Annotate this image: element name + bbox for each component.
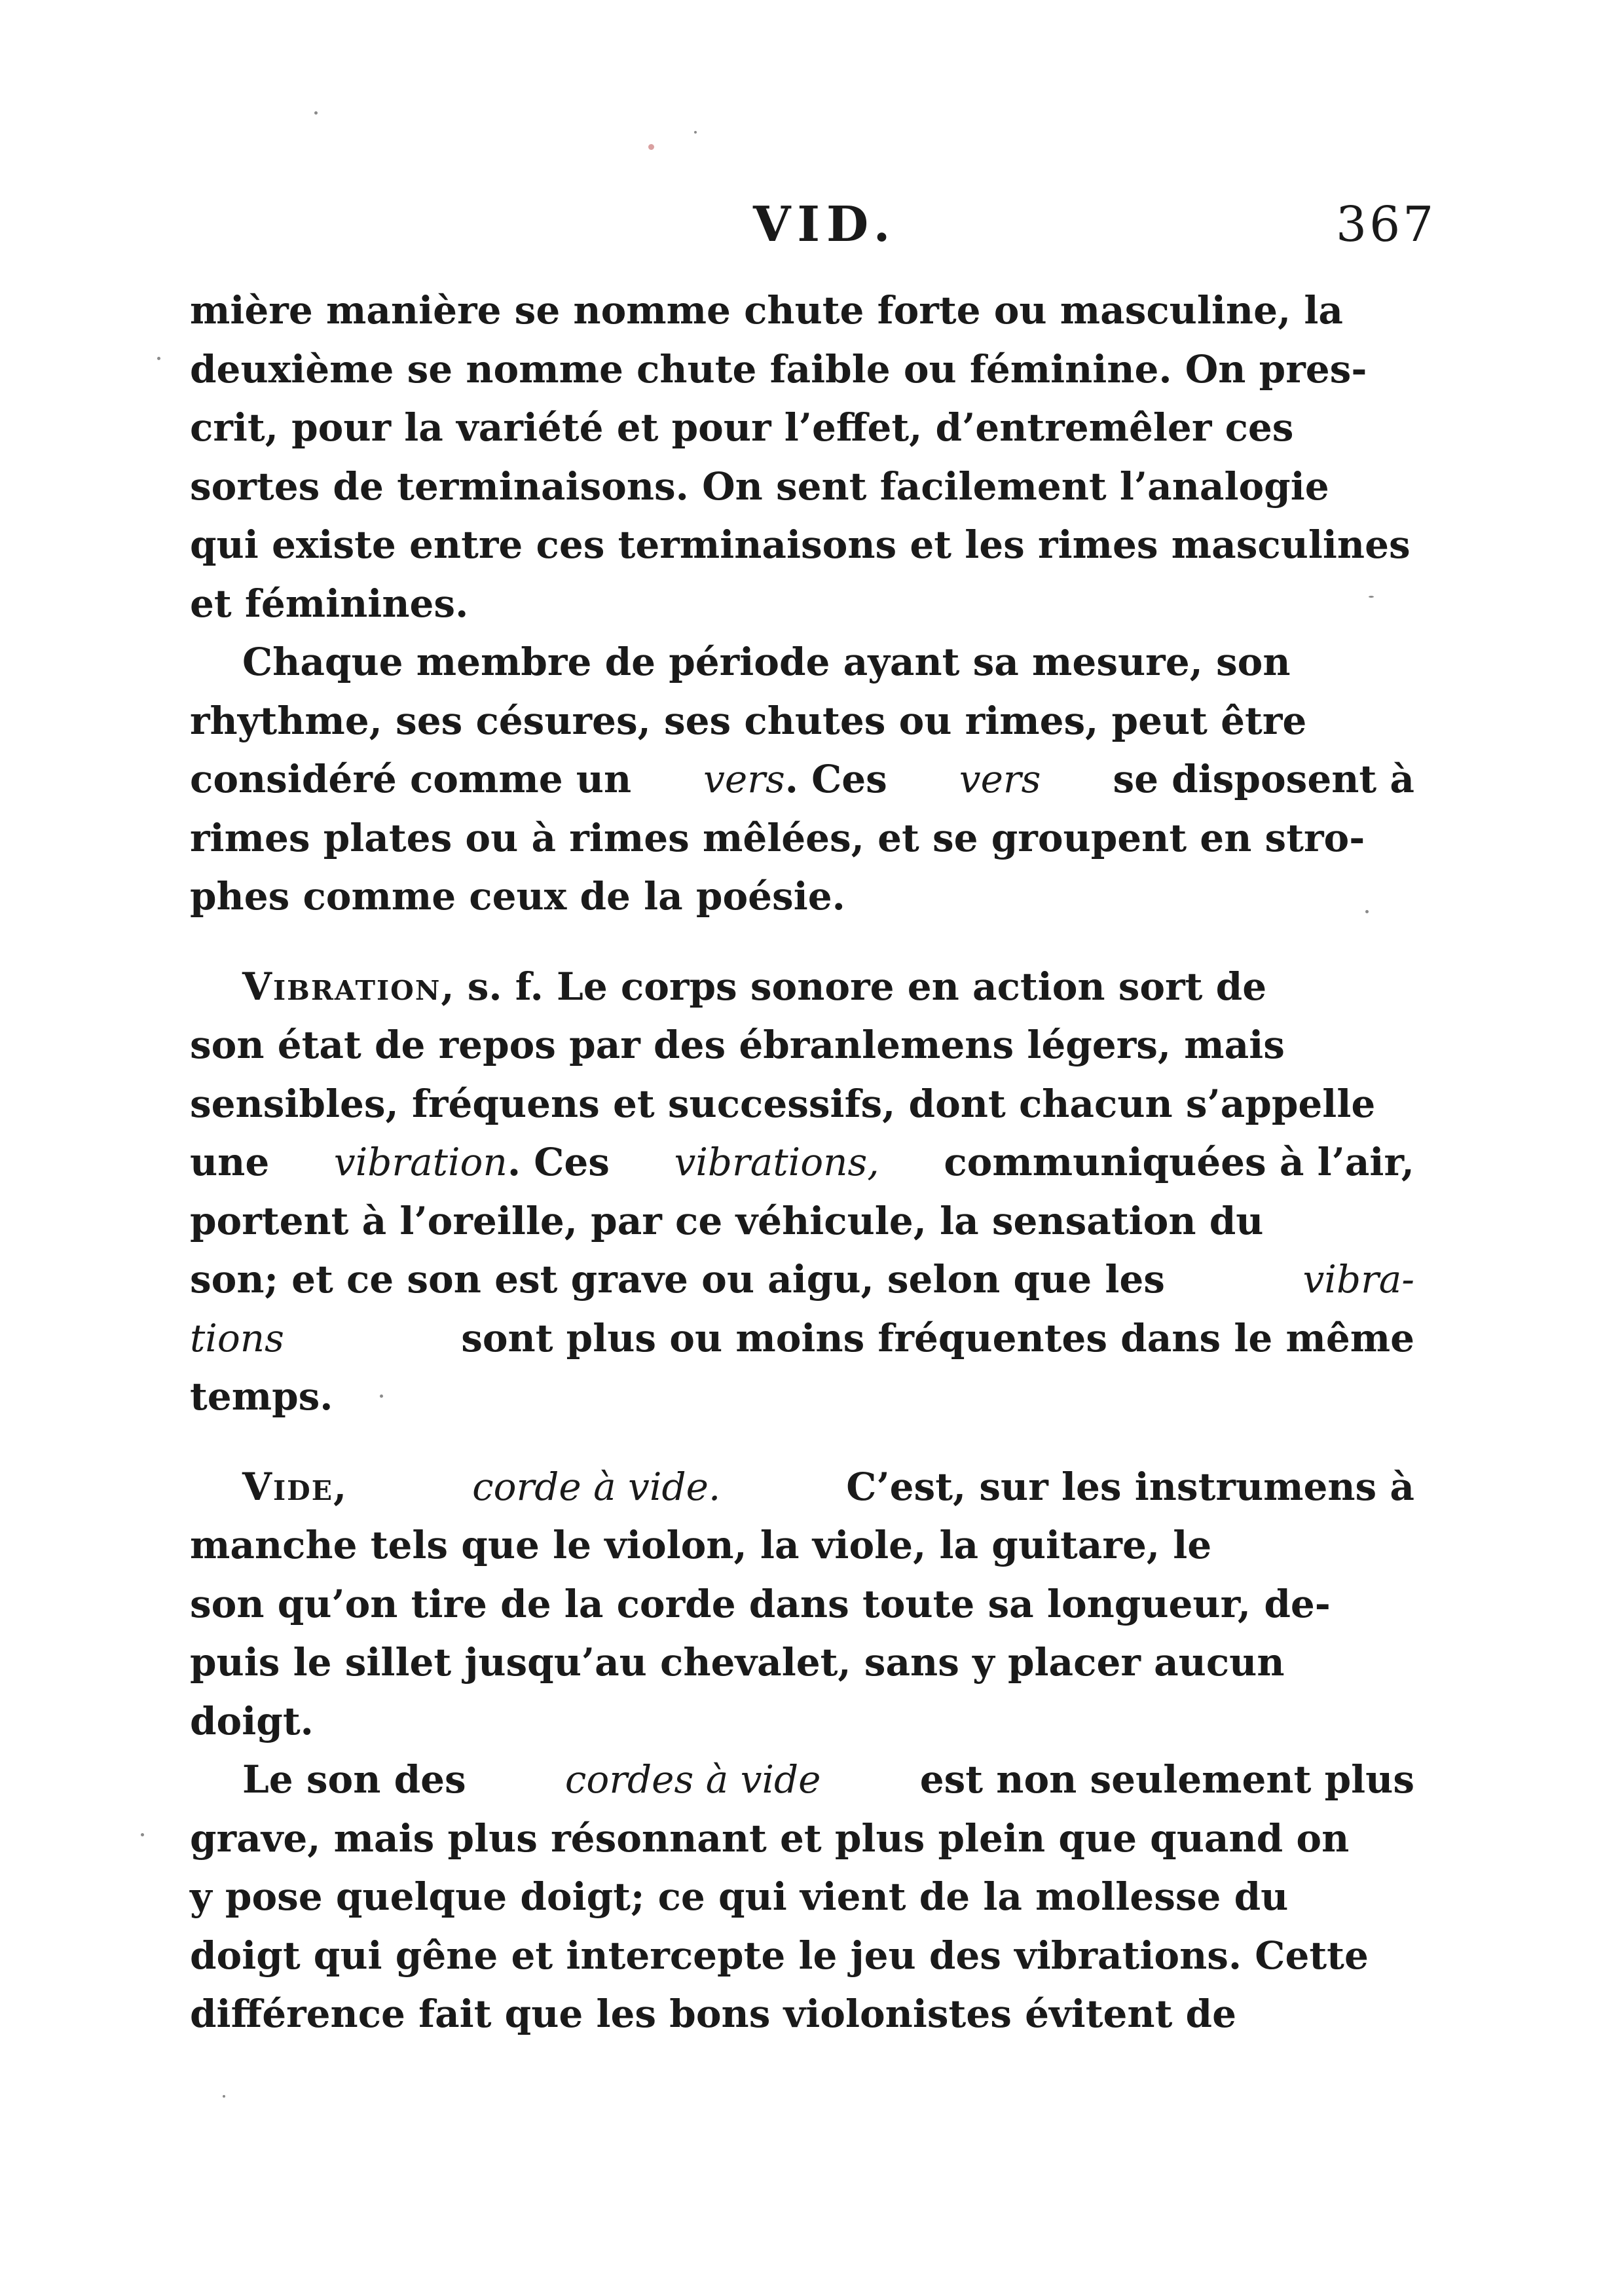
page-number: 367: [1336, 196, 1437, 253]
paragraph-1: [190, 282, 1414, 633]
paper-speck: [1369, 596, 1374, 598]
text-line: Le son des cordes à vide est non seulement plus: [190, 1751, 1414, 1810]
entry-vide: [190, 1458, 1414, 1751]
italic-term: tions: [190, 1315, 284, 1360]
text-line: différence fait que les bons violonistes évitent de: [190, 1992, 1237, 2036]
text-line: son qu’on tire de la corde dans toute sa longueur, de-: [190, 1581, 1331, 1626]
text-line: rimes plates ou à rimes mêlées, et se groupent en stro-: [190, 815, 1365, 860]
paper-speck: [380, 1394, 383, 1398]
text-line: doigt qui gêne et intercepte le jeu des vibrations. Cette: [190, 1933, 1369, 1978]
text-line: tions sont plus ou moins fréquentes dans le même: [190, 1309, 1414, 1368]
text-line: mière manière se nomme chute forte ou masculine, la: [190, 288, 1343, 333]
text-line: sensibles, fréquens et successifs, dont chacun s’appelle: [190, 1081, 1376, 1126]
text-line: Chaque membre de période ayant sa mesure, son: [242, 640, 1291, 684]
italic-term: vibrations,: [674, 1140, 879, 1184]
text-line: rhythme, ses césures, ses chutes ou rimes, peut être: [190, 698, 1307, 743]
italic-term: cordes à vide: [564, 1757, 821, 1802]
text-line: puis le sillet jusqu’au chevalet, sans y placer aucun: [190, 1640, 1285, 1685]
text-line: son; et ce son est grave ou aigu, selon que les vibra-: [190, 1250, 1414, 1309]
text-line: manche tels que le violon, la viole, la guitare, le: [190, 1523, 1212, 1567]
text-line: crit, pour la variété et pour l’effet, d’entremêler ces: [190, 405, 1294, 450]
italic-term: vibration: [333, 1140, 507, 1184]
paper-speck: [648, 144, 654, 150]
paper-speck: [1365, 910, 1369, 913]
text-line: qui existe entre ces terminaisons et les rimes masculines: [190, 522, 1411, 567]
headword: Vide: [242, 1464, 333, 1509]
text-line: et féminines.: [190, 581, 469, 626]
paper-speck: [314, 111, 318, 115]
italic-term: vibra-: [1302, 1257, 1414, 1302]
italic-term: vers: [959, 757, 1041, 801]
text-line: une vibration. Ces vibrations, communiquées à l’air,: [190, 1133, 1414, 1192]
italic-term: corde à vide.: [472, 1464, 721, 1509]
text-line: deuxième se nomme chute faible ou féminine. On pres-: [190, 346, 1367, 392]
paragraph-2: [190, 633, 1414, 926]
italic-term: vers: [703, 757, 785, 801]
paper-speck: [157, 357, 160, 360]
paragraph-5: [190, 1751, 1414, 2044]
paper-speck: [141, 1833, 144, 1836]
text-line: sortes de terminaisons. On sent facilement l’analogie: [190, 464, 1329, 509]
text-line: temps.: [190, 1374, 333, 1419]
text-line: y pose quelque doigt; ce qui vient de la mollesse du: [190, 1874, 1289, 1919]
text-line: phes comme ceux de la poésie.: [190, 874, 845, 919]
running-head-title: VID.: [753, 196, 897, 253]
text-line: doigt.: [190, 1698, 314, 1743]
text-line: grave, mais plus résonnant et plus plein que quand on: [190, 1815, 1350, 1861]
text-line: son état de repos par des ébranlemens légers, mais: [190, 1023, 1285, 1067]
paper-speck: [694, 131, 697, 134]
text-line: Vibration, s. f. Le corps sonore en action sort de: [242, 964, 1267, 1009]
text-block: [190, 282, 1414, 2044]
running-head: [0, 196, 1624, 268]
text-line: portent à l’oreille, par ce véhicule, la sensation du: [190, 1198, 1264, 1243]
headword: Vibration: [242, 964, 441, 1009]
text-line: Vide, corde à vide. C’est, sur les instrumens à: [190, 1458, 1414, 1517]
entry-vibration: [190, 958, 1414, 1427]
paper-speck: [223, 2095, 225, 2098]
text-line: considéré comme un vers. Ces vers se disposent à: [190, 750, 1414, 809]
